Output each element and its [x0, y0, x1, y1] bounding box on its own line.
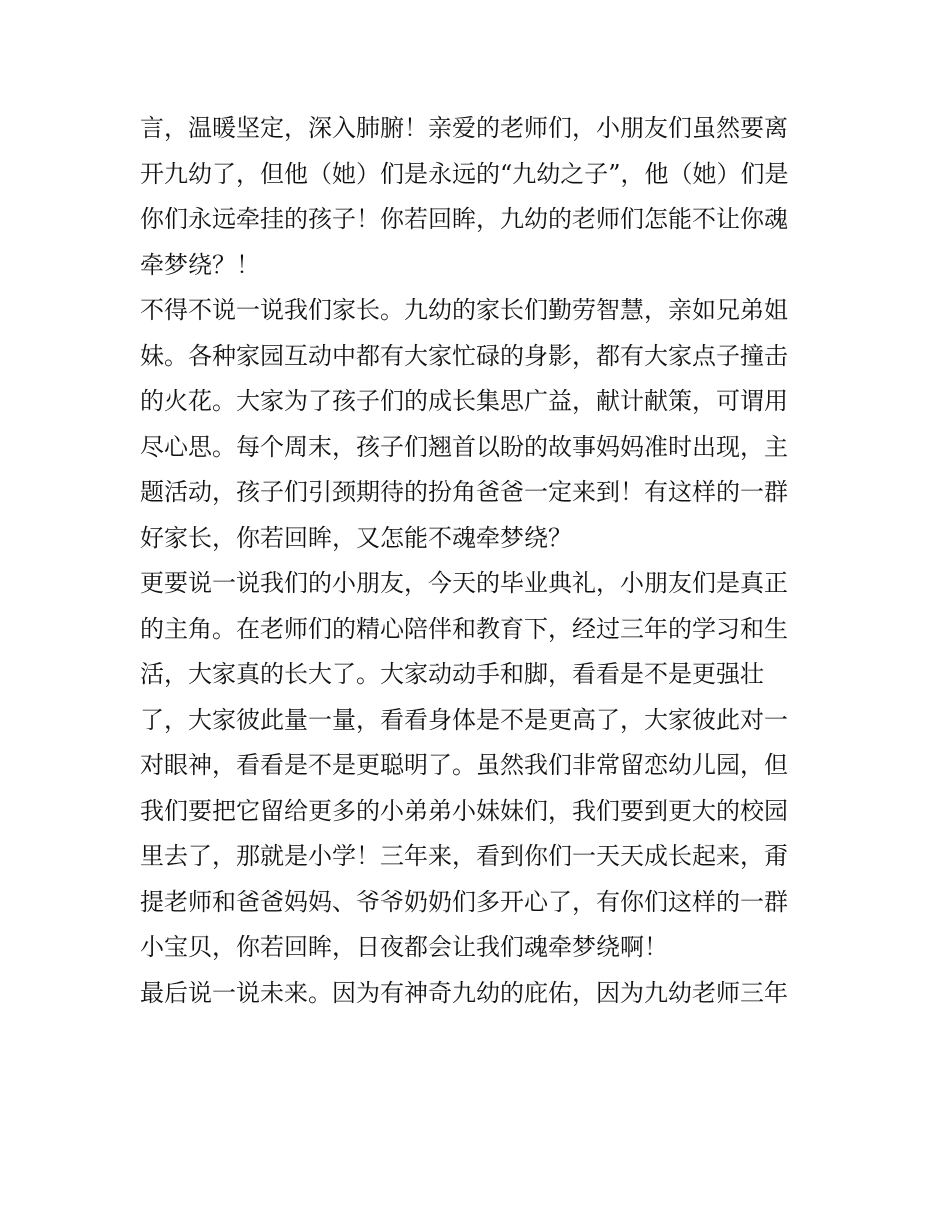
text-line: 对眼神，看看是不是更聪明了。虽然我们非常留恋幼儿园，但	[140, 751, 788, 779]
text-line: 开九幼了，但他（她）们是永远的“九幼之子”，他（她）们是	[140, 159, 789, 188]
text-line: 的火花。大家为了孩子们的成长集思广益，献计献策，可谓用	[140, 387, 788, 415]
text-line: 了，大家彼此量一量，看看身体是不是更高了，大家彼此对一	[140, 705, 788, 734]
text-line: 小宝贝，你若回眸，日夜都会让我们魂牵梦绕啊！	[140, 933, 668, 961]
body-text	[140, 106, 820, 1016]
text-line: 活，大家真的长大了。大家动动手和脚，看看是不是更强壮	[140, 660, 764, 688]
text-line: 言，温暖坚定，深入肺腑！亲爱的老师们，小朋友们虽然要离	[140, 114, 788, 142]
text-line: 提老师和爸爸妈妈、爷爷奶奶们多开心了，有你们这样的一群	[140, 887, 788, 916]
text-line: 最后说一说未来。因为有神奇九幼的庇佑，因为九幼老师三年	[140, 978, 788, 1007]
text-line: 的主角。在老师们的精心陪伴和教育下，经过三年的学习和生	[140, 614, 788, 643]
text-line: 里去了，那就是小学！三年来，看到你们一天天成长起来，甭	[140, 842, 788, 870]
text-line: 题活动，孩子们引颈期待的扮角爸爸一定来到！有这样的一群	[140, 478, 788, 506]
text-line: 妹。各种家园互动中都有大家忙碌的身影，都有大家点子撞击	[140, 341, 788, 370]
text-line: 好家长，你若回眸，又怎能不魂牵梦绕？	[140, 523, 572, 552]
text-line: 不得不说一说我们家长。九幼的家长们勤劳智慧，亲如兄弟姐	[140, 296, 788, 324]
text-line: 你们永远牵挂的孩子！你若回眸，九幼的老师们怎能不让你魂	[140, 205, 788, 233]
text-line: 更要说一说我们的小朋友，今天的毕业典礼，小朋友们是真正	[140, 569, 788, 597]
text-line: 牵梦绕？！	[140, 250, 260, 279]
text-line: 我们要把它留给更多的小弟弟小妹妹们，我们要到更大的校园	[140, 796, 788, 825]
text-line: 尽心思。每个周末，孩子们翘首以盼的故事妈妈准时出现，主	[140, 432, 788, 461]
